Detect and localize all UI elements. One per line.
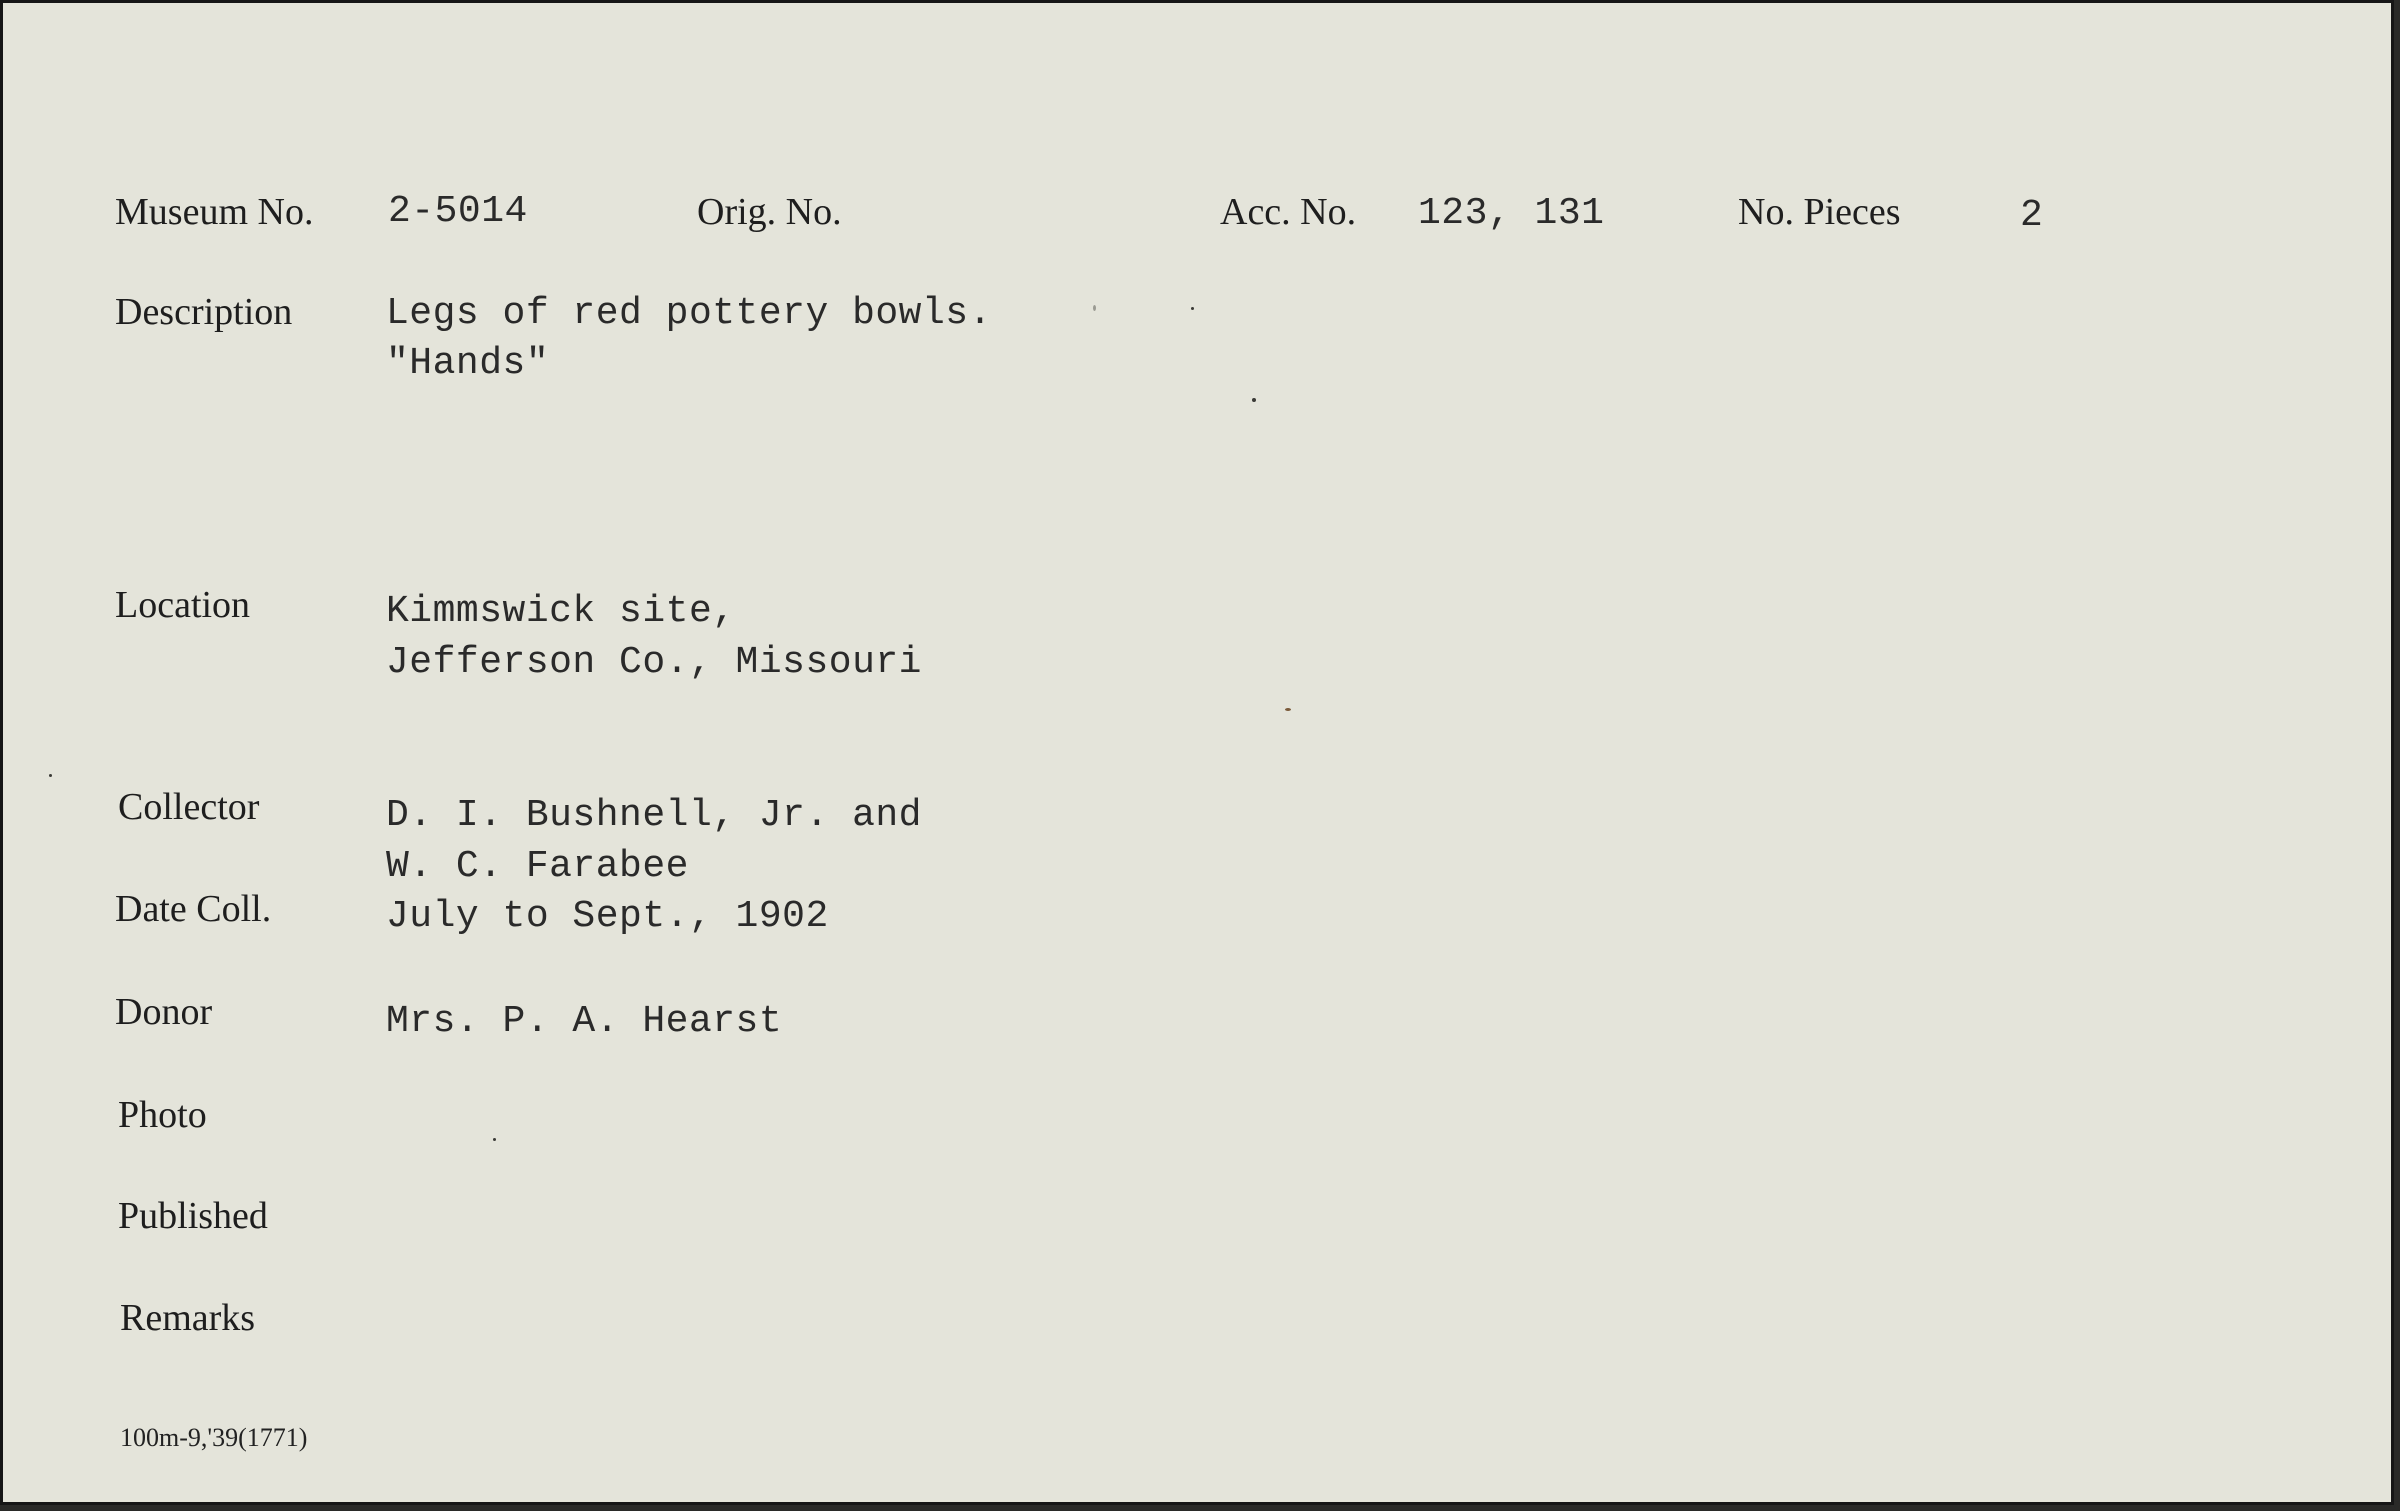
description-line-2: "Hands" [386, 342, 550, 385]
museum-no-value: 2-5014 [388, 190, 528, 233]
acc-no-label: Acc. No. [1220, 191, 1357, 233]
collector-line-1: D. I. Bushnell, Jr. and [386, 794, 922, 837]
donor-value: Mrs. P. A. Hearst [386, 1000, 783, 1043]
location-line-1: Kimmswick site, [386, 590, 736, 633]
no-pieces-value: 2 [2020, 194, 2044, 237]
form-code: 100m-9,'39(1771) [120, 1423, 308, 1452]
remarks-label: Remarks [120, 1297, 256, 1339]
published-label: Published [118, 1195, 268, 1237]
donor-label: Donor [115, 991, 213, 1033]
museum-no-label: Museum No. [115, 191, 314, 233]
date-coll-value: July to Sept., 1902 [386, 895, 829, 938]
collector-line-2: W. C. Farabee [386, 845, 689, 888]
description-line-1: Legs of red pottery bowls. [386, 292, 992, 335]
ink-speck [1191, 307, 1194, 310]
ink-speck [49, 774, 52, 777]
acc-no-value: 123, 131 [1418, 192, 1605, 235]
no-pieces-label: No. Pieces [1738, 191, 1901, 233]
location-label: Location [115, 584, 251, 626]
description-label: Description [115, 291, 293, 333]
photo-label: Photo [118, 1094, 207, 1136]
orig-no-label: Orig. No. [697, 191, 842, 233]
date-coll-label: Date Coll. [115, 888, 272, 930]
ink-speck [493, 1138, 496, 1141]
ink-speck [1285, 708, 1291, 711]
location-line-2: Jefferson Co., Missouri [386, 641, 922, 684]
ink-speck [1093, 305, 1096, 311]
ink-speck [1252, 398, 1256, 402]
collector-label: Collector [118, 786, 260, 828]
